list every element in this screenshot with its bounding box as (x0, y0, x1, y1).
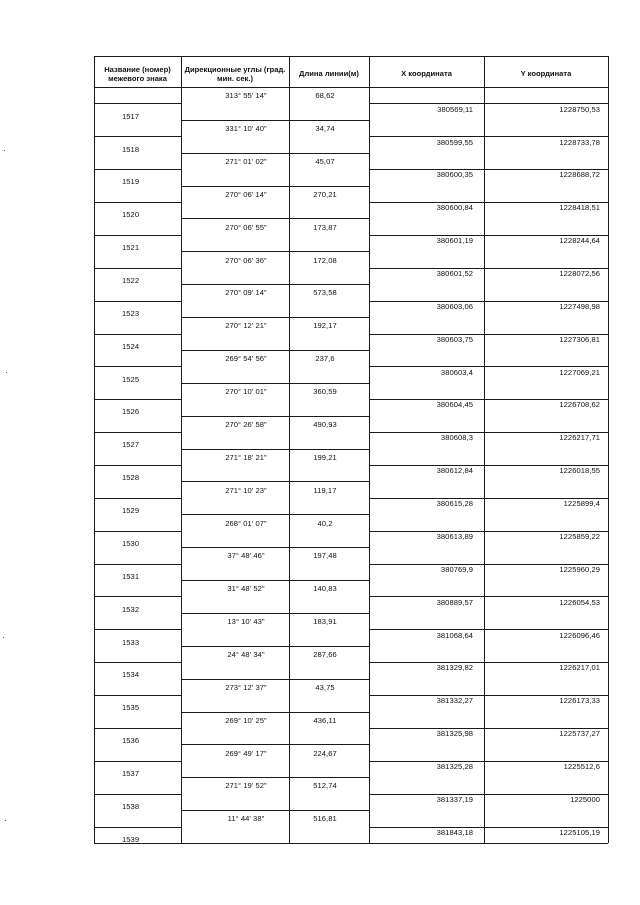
x-coordinate-value: 381337,19 (436, 795, 473, 804)
direction-angle-value: 268° 01' 07" (225, 519, 267, 528)
coord-row-line (369, 596, 608, 597)
x-coordinate-value: 381325,28 (436, 762, 473, 771)
point-row-line (94, 301, 181, 302)
point-name-value: 1539 (122, 835, 140, 844)
line-length-value: 40,2 (317, 519, 333, 528)
x-coordinate-value: 381843,18 (436, 828, 473, 837)
point-row-line (94, 268, 181, 269)
point-name-value: 1524 (122, 342, 140, 351)
point-row-line (94, 498, 181, 499)
segment-row-line (181, 350, 369, 351)
point-row-line (94, 103, 181, 104)
coord-row-line (369, 366, 608, 367)
y-coordinate-value: 1225859,22 (559, 532, 600, 541)
table-border-top (94, 56, 608, 57)
direction-angle-value: 270° 10' 01" (225, 387, 267, 396)
x-coordinate-value: 380612,84 (436, 466, 473, 475)
line-length-value: 199,21 (313, 453, 337, 462)
line-length-value: 45,07 (315, 157, 335, 166)
segment-row-line (181, 284, 369, 285)
coord-row-line (369, 103, 608, 104)
segment-row-line (181, 186, 369, 187)
y-coordinate-value: 1225960,29 (559, 565, 600, 574)
segment-row-line (181, 744, 369, 745)
line-length-value: 43,75 (315, 683, 335, 692)
y-coordinate-value: 1228072,56 (559, 269, 600, 278)
point-row-line (94, 761, 181, 762)
coord-row-line (369, 136, 608, 137)
direction-angle-value: 271° 10' 23" (225, 486, 267, 495)
point-row-line (94, 596, 181, 597)
direction-angle-value: 11° 44' 38" (227, 814, 265, 823)
line-length-value: 512,74 (313, 781, 337, 790)
line-length-value: 172,08 (313, 256, 337, 265)
line-length-value: 270,21 (313, 190, 337, 199)
segment-row-line (181, 514, 369, 515)
point-name-value: 1525 (122, 375, 140, 384)
direction-angle-value: 270° 09' 14" (225, 288, 267, 297)
y-coordinate-value: 1226217,71 (559, 433, 600, 442)
header-name: Название (номер) межевого знака (104, 65, 171, 83)
x-coordinate-value: 380601,52 (436, 269, 473, 278)
point-name-value: 1529 (122, 506, 140, 515)
direction-angle-value: 270° 06' 36" (225, 256, 267, 265)
point-row-line (94, 235, 181, 236)
scan-speck (4, 150, 5, 151)
segment-row-line (181, 120, 369, 121)
point-name-value: 1538 (122, 802, 140, 811)
line-length-value: 68,62 (315, 91, 335, 100)
table-border-bottom (94, 843, 608, 844)
direction-angle-value: 273° 12' 37" (225, 683, 267, 692)
point-row-line (94, 695, 181, 696)
column-line-3 (369, 56, 370, 843)
direction-angle-value: 24° 48' 34" (227, 650, 265, 659)
point-row-line (94, 794, 181, 795)
point-name-value: 1523 (122, 309, 140, 318)
x-coordinate-value: 380600,35 (436, 170, 473, 179)
point-name-value: 1522 (122, 276, 140, 285)
segment-row-line (181, 251, 369, 252)
y-coordinate-value: 1226173,33 (559, 696, 600, 705)
x-coordinate-value: 381332,27 (436, 696, 473, 705)
y-coordinate-value: 1227069,21 (559, 368, 600, 377)
direction-angle-value: 270° 12' 21" (225, 321, 267, 330)
point-row-line (94, 202, 181, 203)
y-coordinate-value: 1225737,27 (559, 729, 600, 738)
header-bottom-line (94, 87, 608, 88)
scan-speck (6, 372, 7, 373)
x-coordinate-value: 381068,64 (436, 631, 473, 640)
segment-row-line (181, 646, 369, 647)
x-coordinate-value: 380603,4 (440, 368, 473, 377)
column-line-0 (94, 56, 95, 843)
point-name-value: 1531 (122, 572, 140, 581)
y-coordinate-value: 1228418,51 (559, 203, 600, 212)
point-name-value: 1537 (122, 769, 140, 778)
point-name-value: 1517 (122, 112, 140, 121)
point-row-line (94, 827, 181, 828)
x-coordinate-value: 380613,89 (436, 532, 473, 541)
point-row-line (94, 531, 181, 532)
segment-row-line (181, 712, 369, 713)
y-coordinate-value: 1226054,53 (559, 598, 600, 607)
direction-angle-value: 13° 10' 43" (227, 617, 265, 626)
y-coordinate-value: 1226217,01 (559, 663, 600, 672)
line-length-value: 183,91 (313, 617, 337, 626)
direction-angle-value: 271° 01' 02" (225, 157, 267, 166)
point-row-line (94, 728, 181, 729)
x-coordinate-value: 380615,28 (436, 499, 473, 508)
direction-angle-value: 313° 55' 14" (225, 91, 267, 100)
segment-row-line (181, 218, 369, 219)
y-coordinate-value: 1226708,62 (559, 400, 600, 409)
coord-row-line (369, 629, 608, 630)
y-coordinate-value: 1227498,98 (559, 302, 600, 311)
x-coordinate-value: 380601,19 (436, 236, 473, 245)
x-coordinate-value: 380603,06 (436, 302, 473, 311)
direction-angle-value: 270° 26' 58" (225, 420, 267, 429)
line-length-value: 573,58 (313, 288, 337, 297)
direction-angle-value: 269° 54' 56" (225, 354, 267, 363)
segment-row-line (181, 547, 369, 548)
segment-row-line (181, 679, 369, 680)
line-length-value: 436,11 (313, 716, 337, 725)
point-name-value: 1521 (122, 243, 140, 252)
line-length-value: 237,6 (315, 354, 335, 363)
point-row-line (94, 169, 181, 170)
direction-angle-value: 269° 49' 17" (225, 749, 267, 758)
y-coordinate-value: 1226096,46 (559, 631, 600, 640)
point-name-value: 1535 (122, 703, 140, 712)
y-coordinate-value: 1225000 (570, 795, 600, 804)
header-x: X координата (401, 69, 452, 78)
segment-row-line (181, 416, 369, 417)
segment-row-line (181, 481, 369, 482)
segment-row-line (181, 449, 369, 450)
direction-angle-value: 271° 18' 21" (225, 453, 267, 462)
point-name-value: 1520 (122, 210, 140, 219)
point-name-value: 1530 (122, 539, 140, 548)
point-name-value: 1518 (122, 145, 140, 154)
scan-speck (3, 637, 4, 638)
x-coordinate-value: 380604,45 (436, 400, 473, 409)
direction-angle-value: 31° 48' 52" (227, 584, 265, 593)
column-line-5 (608, 56, 609, 843)
point-row-line (94, 334, 181, 335)
direction-angle-value: 271° 19' 52" (225, 781, 267, 790)
segment-row-line (181, 317, 369, 318)
y-coordinate-value: 1225105,19 (559, 828, 600, 837)
direction-angle-value: 269° 10' 25" (225, 716, 267, 725)
x-coordinate-value: 380600,84 (436, 203, 473, 212)
point-name-value: 1532 (122, 605, 140, 614)
direction-angle-value: 270° 06' 55" (225, 223, 267, 232)
scan-speck (5, 820, 6, 821)
line-length-value: 119,17 (313, 486, 337, 495)
y-coordinate-value: 1228244,64 (559, 236, 600, 245)
y-coordinate-value: 1228733,78 (559, 138, 600, 147)
x-coordinate-value: 380889,57 (436, 598, 473, 607)
x-coordinate-value: 380603,75 (436, 335, 473, 344)
y-coordinate-value: 1226018,55 (559, 466, 600, 475)
header-length: Длина линии(м) (299, 69, 359, 78)
header-y: Y координата (520, 69, 572, 78)
line-length-value: 197,48 (313, 551, 337, 560)
x-coordinate-value: 380569,11 (437, 105, 473, 114)
x-coordinate-value: 381329,82 (436, 663, 473, 672)
segment-row-line (181, 810, 369, 811)
line-length-value: 34,74 (315, 124, 335, 133)
y-coordinate-value: 1228688,72 (559, 170, 600, 179)
segment-row-line (181, 777, 369, 778)
line-length-value: 173,87 (313, 223, 337, 232)
y-coordinate-value: 1225512,6 (563, 762, 600, 771)
direction-angle-value: 270° 06' 14" (225, 190, 267, 199)
line-length-value: 192,17 (313, 321, 337, 330)
x-coordinate-value: 380769,9 (440, 565, 473, 574)
line-length-value: 224,67 (313, 749, 337, 758)
segment-row-line (181, 580, 369, 581)
point-name-value: 1536 (122, 736, 140, 745)
point-name-value: 1527 (122, 440, 140, 449)
line-length-value: 360,59 (313, 387, 337, 396)
point-row-line (94, 366, 181, 367)
line-length-value: 490,93 (313, 420, 337, 429)
segment-row-line (181, 153, 369, 154)
point-name-value: 1519 (122, 177, 140, 186)
line-length-value: 287,66 (313, 650, 337, 659)
point-name-value: 1528 (122, 473, 140, 482)
point-row-line (94, 662, 181, 663)
y-coordinate-value: 1227306,81 (559, 335, 600, 344)
point-row-line (94, 432, 181, 433)
line-length-value: 516,81 (313, 814, 337, 823)
x-coordinate-value: 380608,3 (440, 433, 473, 442)
line-length-value: 140,83 (313, 584, 337, 593)
point-name-value: 1526 (122, 407, 140, 416)
x-coordinate-value: 381325,98 (436, 729, 473, 738)
y-coordinate-value: 1225899,4 (563, 499, 600, 508)
point-row-line (94, 399, 181, 400)
direction-angle-value: 331° 10' 40" (225, 124, 267, 133)
point-name-value: 1533 (122, 638, 140, 647)
point-row-line (94, 629, 181, 630)
y-coordinate-value: 1228750,53 (559, 105, 600, 114)
header-angles: Дирекционные углы (град. мин. сек.) (184, 65, 286, 83)
direction-angle-value: 37° 48' 46" (227, 551, 265, 560)
segment-row-line (181, 383, 369, 384)
point-row-line (94, 564, 181, 565)
column-line-4 (484, 56, 485, 843)
segment-row-line (181, 613, 369, 614)
point-name-value: 1534 (122, 670, 140, 679)
point-row-line (94, 136, 181, 137)
x-coordinate-value: 380599,55 (436, 138, 473, 147)
point-row-line (94, 465, 181, 466)
